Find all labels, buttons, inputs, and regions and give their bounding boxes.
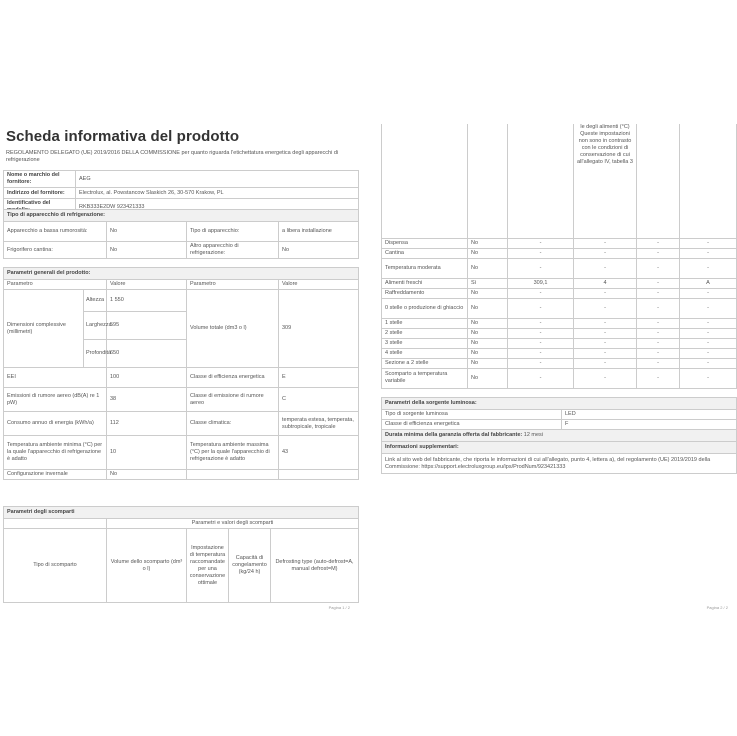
info-link[interactable]: https://support.electroluxgroup.eu/ips/ProdNum/923421333 [421,463,566,470]
info-cell [382,454,737,474]
compartment-temp: - [574,248,637,258]
compartment-defrost: - [680,298,737,318]
compartment-present: Sì [468,278,508,288]
page-number: Pagina 1 / 2 [328,605,350,610]
compartment-present: No [468,328,508,338]
compartment-present: No [468,338,508,348]
compartment-temp: - [574,238,637,248]
compartment-volume: - [508,318,574,328]
model-label: Identificativo del [4,199,76,216]
appliance-type-value: a libera installazione [279,222,359,242]
compartment-name: 1 stelle [382,318,468,328]
light-type-label: Tipo di sorgente luminosa [382,410,562,420]
compartment-name: Temperatura moderata [382,258,468,278]
compartment-row [382,298,737,318]
compartment-defrost: - [680,328,737,338]
page-number-2: Pagina 2 / 2 [706,605,728,610]
compartment-volume: - [508,348,574,358]
compartment-name: Alimenti freschi [382,278,468,288]
compartment-defrost: - [680,288,737,298]
address-value: Electrolux, al. Powstancow Slaskich 26, 30-570 Krakow, PL [76,188,359,199]
compartment-volume: - [508,298,574,318]
warranty-row [382,430,737,442]
width-label: Larghezza [84,312,107,340]
compartments-table [381,124,737,389]
compartment-volume: - [508,338,574,348]
compartment-defrost: - [680,368,737,388]
compartment-present: No [468,288,508,298]
volume-label: Volume totale (dm3 o l) [187,290,279,368]
compartment-row [382,258,737,278]
compartment-freeze: - [637,248,680,258]
energy-class-value: E [279,368,359,388]
compartment-present: No [468,348,508,358]
compartment-temp: 4 [574,278,637,288]
compartment-volume: - [508,258,574,278]
address-label: Indirizzo del fornitore: [4,188,76,199]
climate-label: Classe climatica: [187,412,279,436]
compartment-freeze: - [637,348,680,358]
compartment-volume: 309,1 [508,278,574,288]
compartment-row [382,328,737,338]
max-temp-label: Temperatura ambiente massima (°C) per la quale l'apparecchio di refrigerazione è adatto [187,436,279,470]
compartment-freeze: - [637,358,680,368]
value-header: Valore [107,280,187,290]
dims-label: Dimensioni complessive (millimetri) [4,290,84,368]
compartment-name: Sezione a 2 stelle [382,358,468,368]
compartment-name: Dispensa [382,238,468,248]
winter-label: Configurazione invernale [4,470,107,480]
noise-label: Emissioni di rumore aereo (dB(A) re 1 pW) [4,388,107,412]
compartment-row [382,338,737,348]
compartment-temp: - [574,328,637,338]
compartment-name: 0 stelle o produzione di ghiaccio [382,298,468,318]
eei-label: EEI [4,368,107,388]
compartment-name: Scomparto a temperatura variabile [382,368,468,388]
compartment-freeze: - [637,288,680,298]
comp-defrost-header: Defrosting type (auto-defrost=A, manual defrost=M) [271,529,359,603]
volume-value: 309 [279,290,359,368]
compartment-volume: - [508,358,574,368]
width-value: 595 [107,312,187,340]
general-section: Parametri generali del prodotto: [4,268,359,280]
compartment-volume: - [508,368,574,388]
compartment-freeze: - [637,258,680,278]
other-label: Altro apparecchio di refrigerazione: [187,242,279,259]
param-header-2: Parametro [187,280,279,290]
max-temp-value: 43 [279,436,359,470]
compartment-present: No [468,358,508,368]
compartment-temp: - [574,288,637,298]
consumption-label: Consumo annuo di energia (kWh/a) [4,412,107,436]
light-type-value: LED [562,410,737,420]
brand-label: Nome o marchio del fornitore: [4,171,76,188]
light-class-label: Classe di efficienza energetica [382,420,562,430]
compartment-defrost: - [680,348,737,358]
warranty-label: Durata minima della garanzia offerta dal fabbricante: [385,432,523,438]
compartment-volume: - [508,238,574,248]
noise-class-label: Classe di emissione di rumore aereo [187,388,279,412]
compartment-defrost: - [680,258,737,278]
page-1 [0,124,358,612]
compartment-present: No [468,238,508,248]
low-noise-label: Apparecchio a bassa rumorosità: [4,222,107,242]
winter-value: No [107,470,187,480]
comp-volume-header: Volume dello scomparto (dm³ o l) [107,529,187,603]
compartment-volume: - [508,248,574,258]
low-noise-value: No [107,222,187,242]
compartments-header-table [3,506,359,603]
height-label: Altezza [84,290,107,312]
energy-class-label: Classe di efficienza energetica [187,368,279,388]
model-value: RKB333E2DW 923421333 [76,199,359,216]
compartment-temp: - [574,258,637,278]
compartment-row [382,358,737,368]
height-value: 1 550 [107,290,187,312]
compartment-row [382,348,737,358]
info-section: Informazioni supplementari: [382,442,737,454]
compartment-row [382,238,737,248]
consumption-value: 112 [107,412,187,436]
compartment-freeze: - [637,368,680,388]
noise-class-value: C [279,388,359,412]
compartment-freeze: - [637,318,680,328]
compartment-present: No [468,368,508,388]
compartment-present: No [468,298,508,318]
depth-value: 650 [107,340,187,368]
noise-value: 38 [107,388,187,412]
warranty-value: 12 mesi [523,432,544,438]
compartment-defrost: - [680,338,737,348]
compartment-temp: - [574,298,637,318]
compartment-defrost: A [680,278,737,288]
compartment-name: 2 stelle [382,328,468,338]
param-header: Parametro [4,280,107,290]
comp-type-header: Tipo di scomparto [4,529,107,603]
compartment-row [382,278,737,288]
depth-label: Profondità [84,340,107,368]
compartment-row [382,248,737,258]
type-section: Tipo di apparecchio di refrigerazione: [4,210,359,222]
compartment-temp: - [574,358,637,368]
value-header-2: Valore [279,280,359,290]
brand-value: AEG [76,171,359,188]
comp-temp-header: Impostazione di temperatura raccomandate per una conservazione ottimale [187,529,229,603]
comp-freeze-header: Capacità di congelamento (kg/24 h) [229,529,271,603]
light-class-value: F [562,420,737,430]
compartment-volume: - [508,288,574,298]
compartment-freeze: - [637,278,680,288]
eei-value: 100 [107,368,187,388]
compartment-defrost: - [680,358,737,368]
compartment-defrost: - [680,318,737,328]
comp-section: Parametri degli scomparti [4,507,359,519]
compartment-freeze: - [637,328,680,338]
compartment-defrost: - [680,238,737,248]
comp-values-header: Parametri e valori degli scomparti [107,519,359,529]
compartment-temp: - [574,368,637,388]
compartment-present: No [468,248,508,258]
info-text: Link al sito web del fabbricante, che riporta le informazioni di cui all'allegato, punto 4, lettera a), del regolamento (UE) 2019/2019 della Commissione: [385,456,711,470]
climate-value: temperata estesa, temperata, subtropicale, tropicale [279,412,359,436]
compartment-defrost: - [680,248,737,258]
compartment-name: Cantina [382,248,468,258]
other-value: No [279,242,359,259]
light-table [381,397,737,474]
compartment-temp: - [574,338,637,348]
page-2 [378,124,736,612]
regulation-text: REGOLAMENTO DELEGATO (UE) 2019/2016 DELLA COMMISSIONE per quanto riguarda l'etichettatura energetica degli apparecchi di refrigerazione [6,150,339,163]
wine-value: No [107,242,187,259]
compartment-temp: - [574,318,637,328]
appliance-type-table [3,209,359,259]
page-title: Scheda informativa del prodotto [6,128,240,145]
compartment-present: No [468,318,508,328]
compartment-freeze: - [637,338,680,348]
compartment-name: Raffreddamento [382,288,468,298]
compartment-row [382,318,737,328]
light-section: Parametri della sorgente luminosa: [382,398,737,410]
compartment-freeze: - [637,238,680,248]
compartment-name: 4 stelle [382,348,468,358]
min-temp-value: 10 [107,436,187,470]
wine-label: Frigorifero cantina: [4,242,107,259]
compartment-temp: - [574,348,637,358]
comp-temp-note: le degli alimenti (°C) Queste impostazioni non sono in contrasto con le condizioni di conservazione di cui all'allegato IV, tabella 3 [574,124,637,238]
compartment-row [382,288,737,298]
general-params-table [3,267,359,480]
compartment-row [382,368,737,388]
appliance-type-label: Tipo di apparecchio: [187,222,279,242]
compartment-name: 3 stelle [382,338,468,348]
min-temp-label: Temperatura ambiente minima (°C) per la quale l'apparecchio di refrigerazione è adatto [4,436,107,470]
compartment-volume: - [508,328,574,338]
compartment-present: No [468,258,508,278]
compartment-freeze: - [637,298,680,318]
